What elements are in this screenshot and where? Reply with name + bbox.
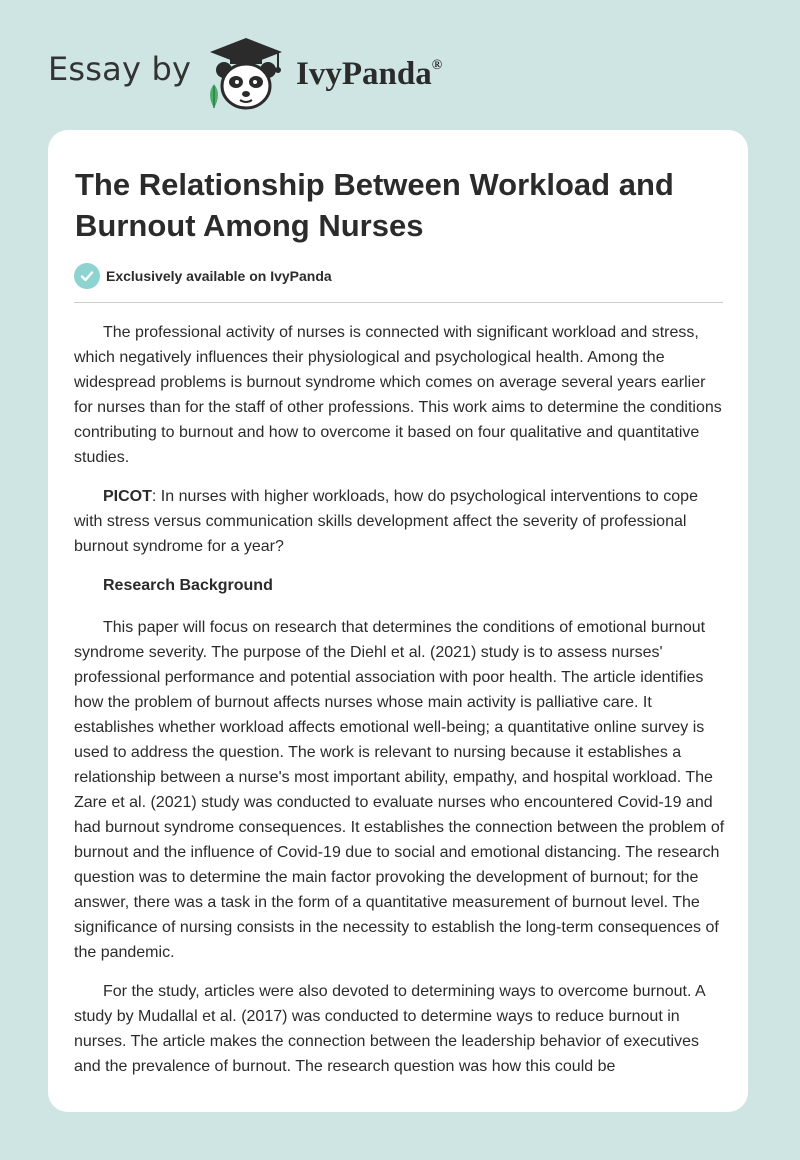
- registered-mark: ®: [431, 58, 443, 73]
- picot-text: : In nurses with higher workloads, how do psychological interventions to cope with stress versus communication skills development affect the severity of professional burnout syndrome for a year?: [74, 488, 698, 555]
- exclusive-label: Exclusively available on IvyPanda: [106, 268, 332, 284]
- background-paragraph-2: For the study, articles were also devoted to determining ways to overcome burnout. A study by Mudallal et al. (2017) was conducted to determine ways to reduce burnout in nurses. The article makes the connection between the leadership behavior of executives and the prevalence of burnout. The research question was how this could be: [74, 983, 705, 1075]
- check-icon: [74, 263, 100, 289]
- essay-title: The Relationship Between Workload and Burnout Among Nurses: [75, 167, 674, 243]
- intro-paragraph: The professional activity of nurses is connected with significant workload and stress, which negatively influences their physiological and psychological health. Among the widespread problems is burnout syndrome which comes on average several years earlier for nurses than for the staff of other professions. This work aims to determine the conditions contributing to burnout and how to overcome it based on four qualitative and quantitative studies.: [74, 324, 722, 466]
- exclusive-badge: [74, 262, 332, 290]
- brand-text: IvyPanda: [296, 56, 432, 92]
- picot-paragraph: [74, 484, 726, 559]
- background-paragraph-1: This paper will focus on research that determines the conditions of emotional burnout syndrome severity. The purpose of the Diehl et al. (2021) study is to assess nurses' professional performance and potential association with poor health. The article identifies how the problem of burnout affects nurses whose main activity is palliative care. It establishes whether workload affects emotional well-being; a quantitative online survey is used to address the question. The work is relevant to nursing because it establishes a relationship between a nurse's most important ability, empathy, and hospital workload. The Zare et al. (2021) study was conducted to evaluate nurses who encountered Covid-19 and had burnout syndrome consequences. It establishes the connection between the problem of burnout and the influence of Covid-19 due to social and emotional distancing. The research question was to determine the main factor provoking the development of burnout; for the answer, there was a task in the form of a quantitative measurement of burnout level. The significance of nursing consists in the necessity to establish the long-term consequences of the pandemic.: [74, 619, 725, 961]
- divider: [74, 302, 723, 303]
- essay-by-label: Essay by: [48, 50, 192, 88]
- essay-body: [74, 320, 726, 1093]
- essay-card: [48, 130, 748, 1112]
- site-header: [0, 0, 800, 130]
- brand-name[interactable]: [296, 56, 442, 93]
- panda-logo-icon[interactable]: [200, 34, 292, 112]
- picot-label: PICOT: [103, 488, 152, 505]
- section-heading: Research Background: [103, 577, 273, 594]
